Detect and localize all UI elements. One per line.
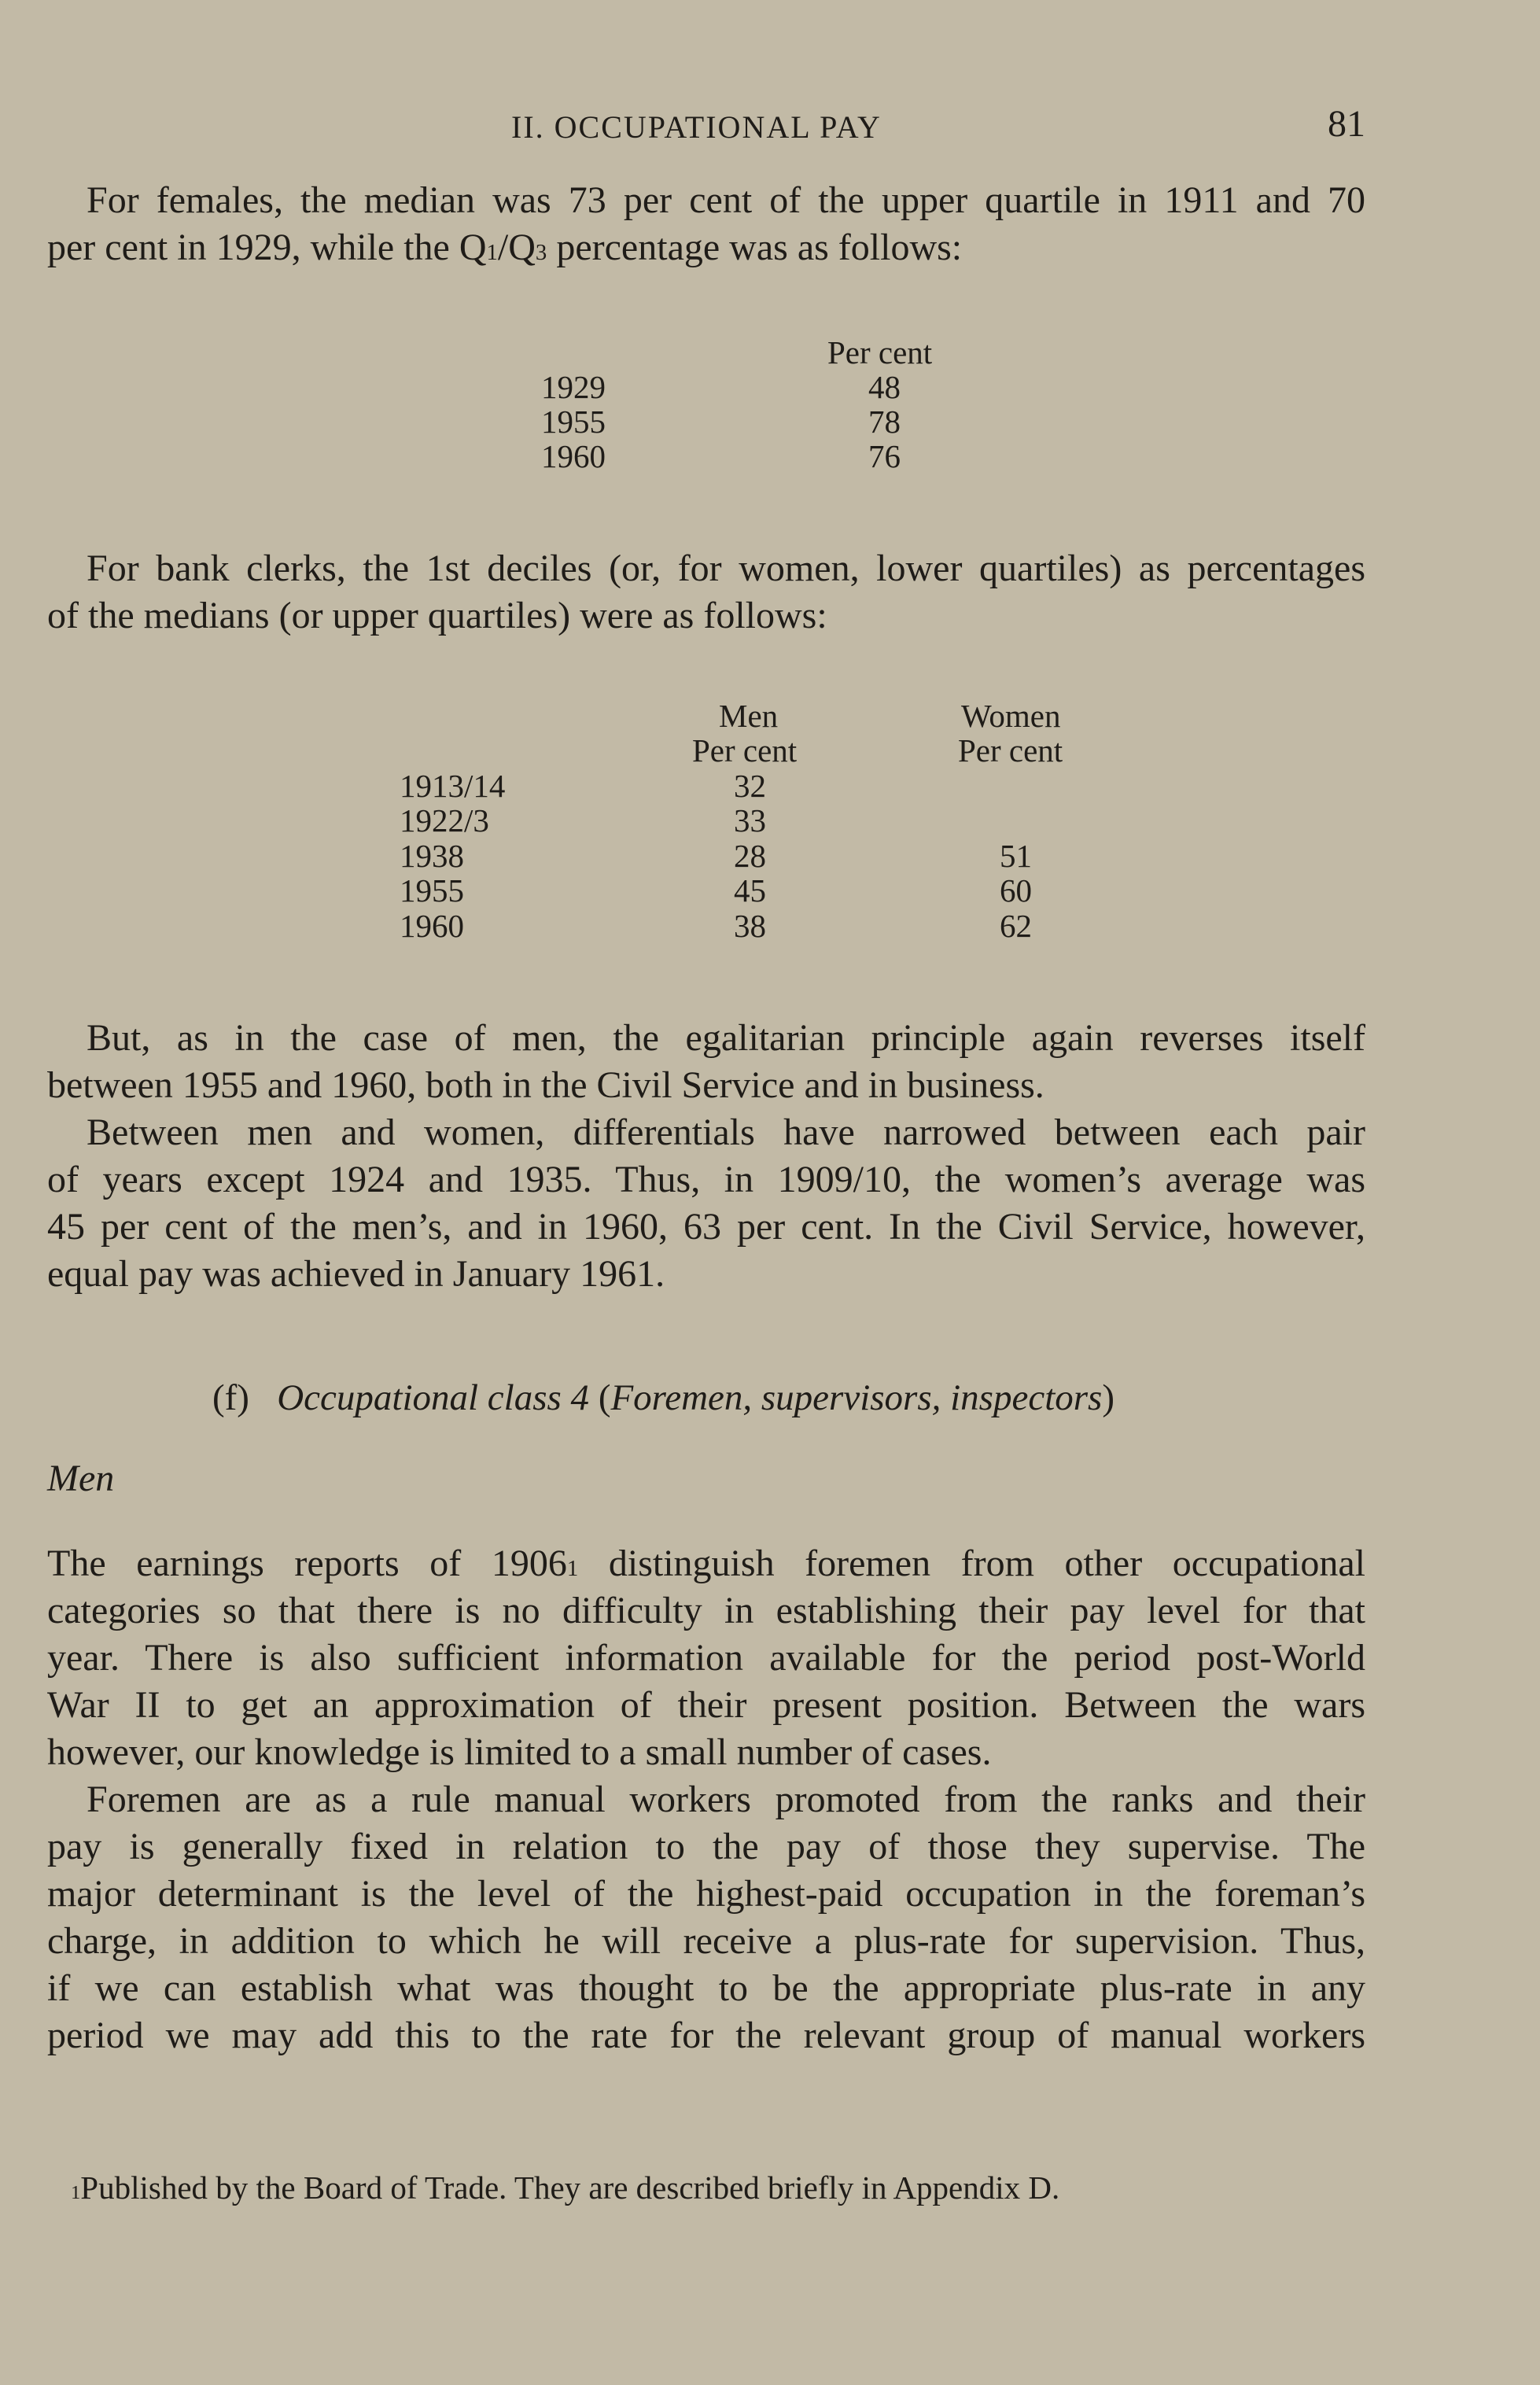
text-line: Between men and women, differentials have narrowed between each pair: [87, 1111, 1365, 1153]
subscript: 1: [486, 240, 498, 265]
women-cell: 62: [1000, 908, 1032, 944]
women-cell: 51: [1000, 838, 1032, 874]
column-header-per-cent: Per cent: [827, 334, 933, 370]
text-line: between 1955 and 1960, both in the Civil Service and in business.: [47, 1064, 1044, 1106]
year-cell: 1960: [400, 908, 464, 944]
text-line: charge, in addition to which he will receive a plus-rate for supervision. Thus,: [47, 1920, 1365, 1962]
paragraph-egalitarian: [47, 1015, 1365, 1298]
text-line: major determinant is the level of the highest-paid occupation in the foreman’s: [47, 1873, 1365, 1915]
column-header-women: Women: [961, 698, 1061, 734]
text-line: But, as in the case of men, the egalitarian principle again reverses itself: [87, 1017, 1365, 1059]
text-line: year. There is also sufficient information available for the period post-World: [47, 1637, 1365, 1679]
text-line: of the medians (or upper quartiles) were as follows:: [47, 595, 827, 636]
paragraph-foremen: [47, 1540, 1365, 2059]
text-line: if we can establish what was thought to be the appropriate plus-rate in any: [47, 1967, 1365, 2009]
paragraph-females: [47, 177, 1365, 271]
value-cell: 78: [868, 404, 901, 440]
text-line: however, our knowledge is limited to a small number of cases.: [47, 1731, 992, 1773]
women-cell: 60: [1000, 872, 1032, 909]
unit-header-men: Per cent: [692, 732, 798, 769]
footnote-marker: 1: [566, 1556, 579, 1581]
year-cell: 1938: [400, 838, 464, 874]
year-cell: 1929: [541, 369, 606, 405]
page-number: 81: [1328, 103, 1365, 145]
men-cell: 32: [734, 768, 766, 804]
footnote: $^1$Published by the Board of Trade. They are described briefly in Appendix D.: [71, 2169, 1060, 2206]
text-line: pay is generally fixed in relation to the pay of those they supervise. The: [47, 1826, 1365, 1867]
text-line: 45 per cent of the men’s, and in 1960, 63 per cent. In the Civil Service, however,: [47, 1206, 1365, 1248]
men-cell: 33: [734, 802, 766, 839]
footnote-marker: 1: [71, 2182, 81, 2203]
text-line: The earnings reports of 1906$^1$ distinguish foremen from other occupational: [47, 1543, 1365, 1584]
text-line: War II to get an approximation of their present position. Between the wars: [47, 1684, 1365, 1726]
text-line: categories so that there is no difficulty in establishing their pay level for that: [47, 1590, 1365, 1631]
year-cell: 1960: [541, 438, 606, 474]
year-cell: 1922/3: [400, 802, 489, 839]
men-cell: 38: [734, 908, 766, 944]
subscript: 3: [535, 240, 547, 265]
subsection-label: Men: [47, 1458, 115, 1499]
text-line: equal pay was achieved in January 1961.: [47, 1253, 665, 1295]
year-cell: 1955: [400, 872, 464, 909]
year-cell: 1955: [541, 404, 606, 440]
men-cell: 45: [734, 872, 766, 909]
value-cell: 76: [868, 438, 901, 474]
running-header: II. OCCUPATIONAL PAY: [511, 109, 882, 145]
text-line: per cent in 1929, while the $Q_1/Q_3$ percentage was as follows:: [47, 227, 963, 268]
unit-header-women: Per cent: [958, 732, 1063, 769]
text-line: For bank clerks, the 1st deciles (or, for women, lower quartiles) as percentages: [87, 547, 1365, 589]
year-cell: 1913/14: [400, 768, 506, 804]
value-cell: 48: [868, 369, 901, 405]
text-line: Foremen are as a rule manual workers promoted from the ranks and their: [87, 1779, 1365, 1820]
men-cell: 28: [734, 838, 766, 874]
section-heading: (f) Occupational class 4 (Foremen, supervisors, inspectors): [212, 1377, 1114, 1418]
text-line: period we may add this to the rate for the relevant group of manual workers: [47, 2015, 1365, 2056]
text-line: For females, the median was 73 per cent of the upper quartile in 1911 and 70: [87, 179, 1365, 221]
paragraph-bank-clerks: [47, 545, 1365, 640]
column-header-men: Men: [719, 698, 779, 734]
text-line: of years except 1924 and 1935. Thus, in 1909/10, the women’s average was: [47, 1159, 1365, 1200]
